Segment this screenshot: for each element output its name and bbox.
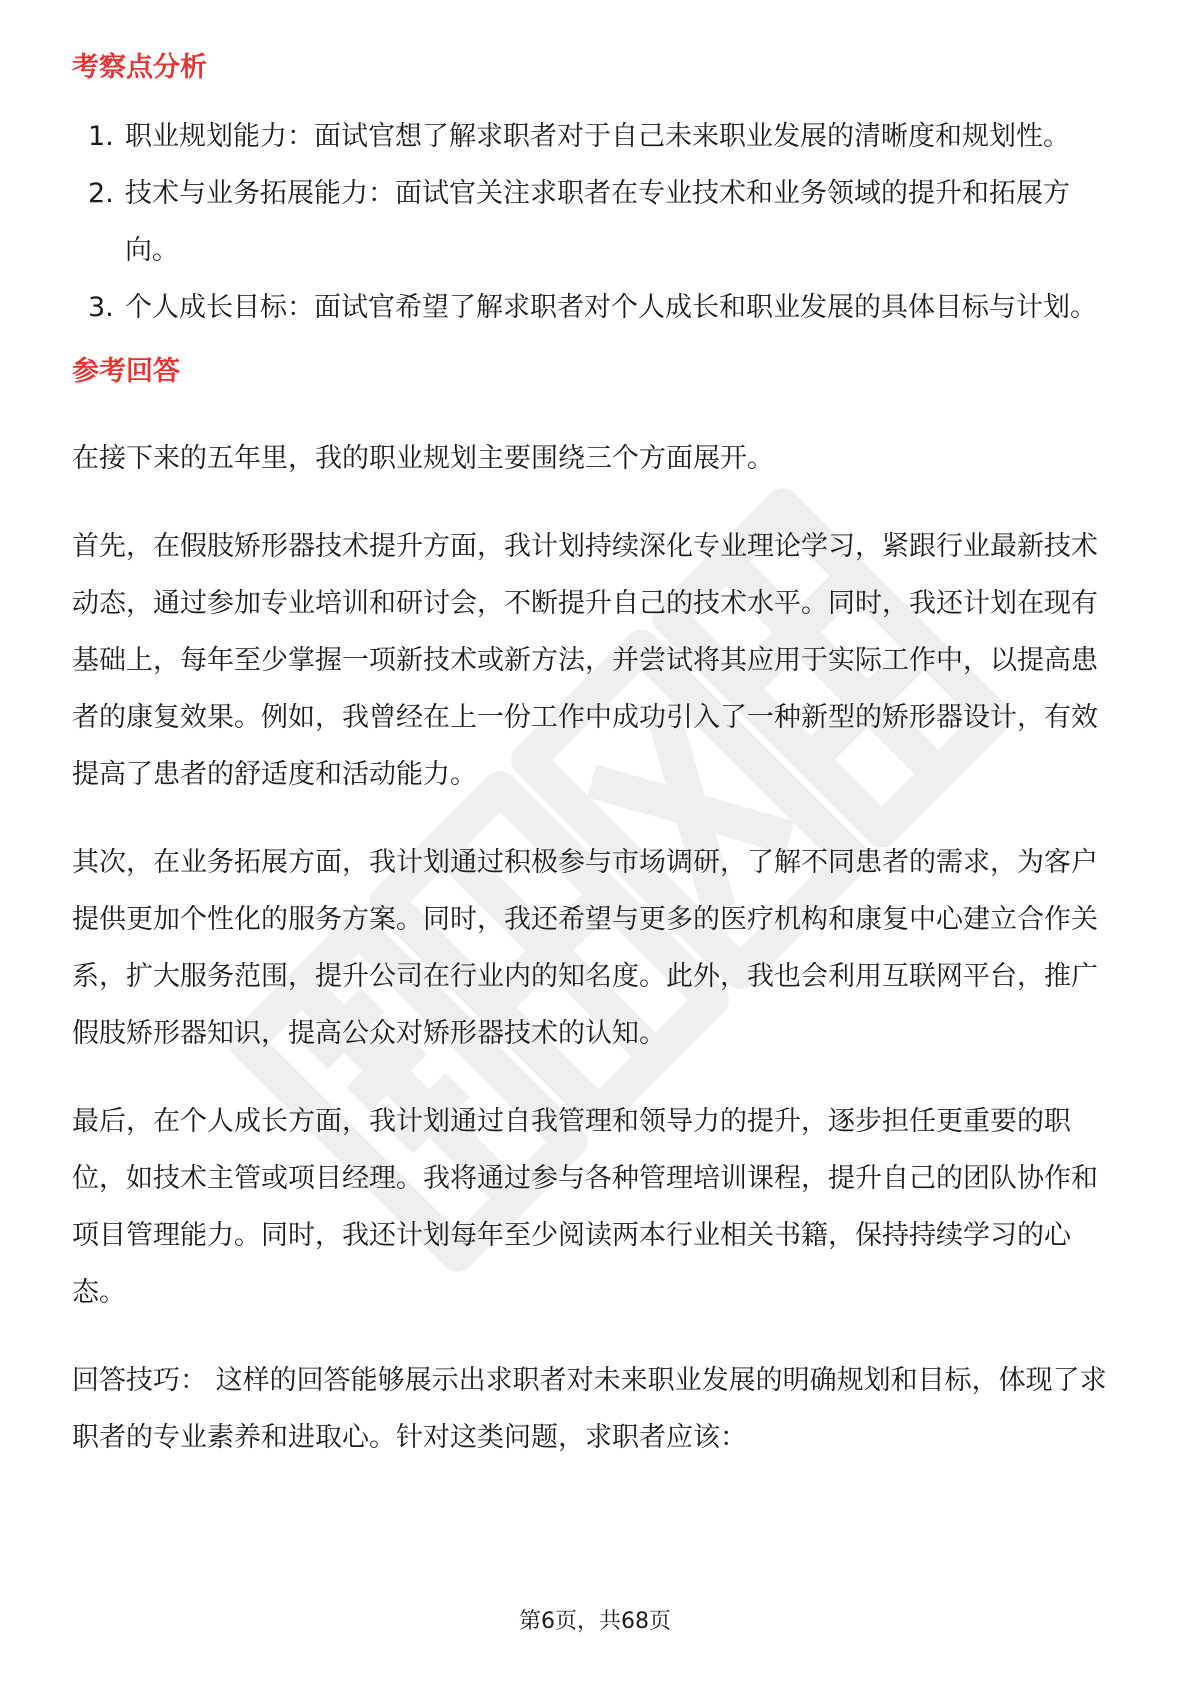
list-item-number: 2. [88,178,114,209]
list-item-number: 1. [88,121,114,152]
list-item [72,108,1122,165]
document-content [72,48,1122,1466]
answer-paragraph-tips: 回答技巧： 这样的回答能够展示出求职者对未来职业发展的明确规划和目标，体现了求职者的专业素养和进取心。针对这类问题，求职者应该： [72,1365,1107,1453]
list-item [72,279,1122,336]
answer-paragraph-growth: 最后，在个人成长方面，我计划通过自我管理和领导力的提升，逐步担任更重要的职位，如技术主管或项目经理。我将通过参与各种管理培训课程，提升自己的团队协作和项目管理能力。同时，我还计划每年至少阅读两本行业相关书籍，保持持续学习的心态。 [72,1106,1098,1308]
list-item-text: 个人成长目标：面试官希望了解求职者对个人成长和职业发展的具体目标与计划。 [125,292,1097,323]
list-item-number: 3. [88,292,114,323]
answer-paragraph-technology: 首先，在假肢矫形器技术提升方面，我计划持续深化专业理论学习，紧跟行业最新技术动态，通过参加专业培训和研讨会，不断提升自己的技术水平。同时，我还计划在现有基础上，每年至少掌握一项新技术或新方法，并尝试将其应用于实际工作中，以提高患者的康复效果。例如，我曾经在上一份工作中成功引入了一种新型的矫形器设计，有效提高了患者的舒适度和活动能力。 [72,531,1098,790]
section-title-reference-answer: 参考回答 [72,356,180,387]
list-item [72,165,1122,279]
list-item-text: 职业规划能力：面试官想了解求职者对于自己未来职业发展的清晰度和规划性。 [125,121,1070,152]
page-number: 第6页，共68页 [519,1609,671,1634]
analysis-list [72,108,1122,336]
section-title-analysis: 考察点分析 [72,52,207,83]
answer-paragraph-business: 其次，在业务拓展方面，我计划通过积极参与市场调研，了解不同患者的需求，为客户提供更加个性化的服务方案。同时，我还希望与更多的医疗机构和康复中心建立合作关系，扩大服务范围，提升公司在行业内的知名度。此外，我也会利用互联网平台，推广假肢矫形器知识，提高公众对矫形器技术的认知。 [72,847,1098,1049]
list-item-text: 技术与业务拓展能力：面试官关注求职者在专业技术和业务领域的提升和拓展方向。 [125,178,1070,266]
answer-paragraph-intro: 在接下来的五年里，我的职业规划主要围绕三个方面展开。 [72,443,774,474]
